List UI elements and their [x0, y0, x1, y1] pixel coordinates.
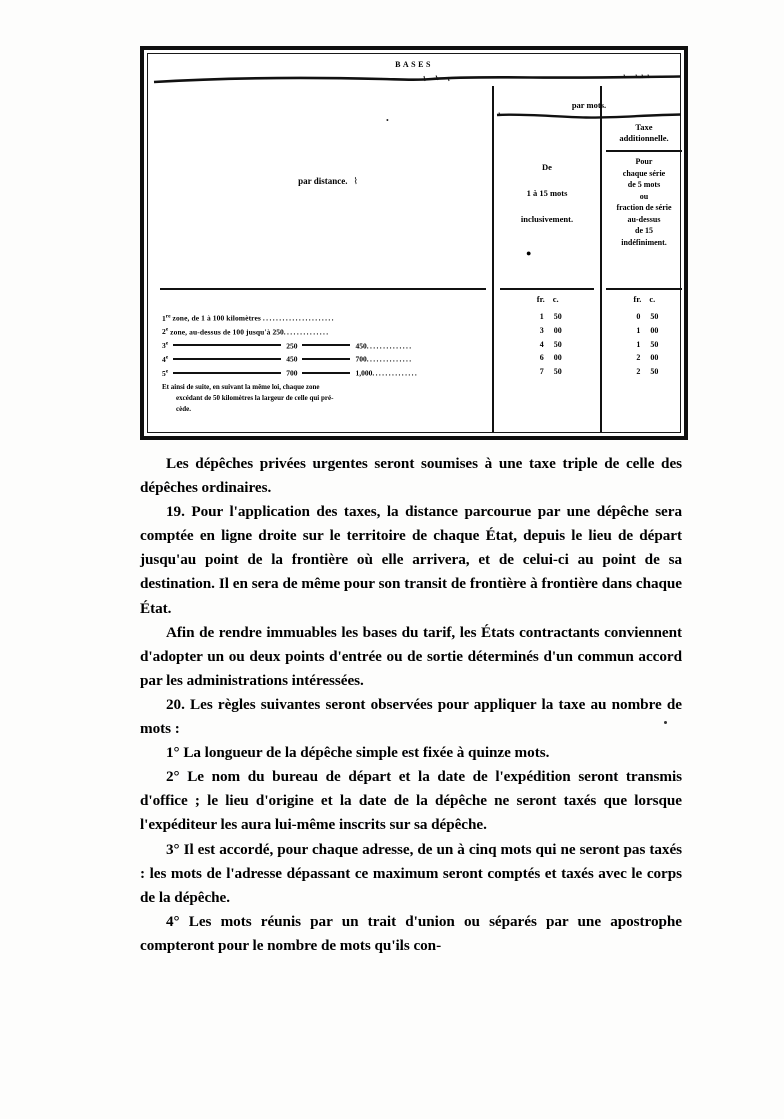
additional-tariff-price-column	[606, 310, 682, 379]
price-francs: 1	[636, 339, 641, 349]
right-title-line1: Taxe	[635, 122, 653, 132]
base-price-row	[500, 351, 594, 365]
zone-description: zone, de 1 à 100 kilomètres	[170, 313, 263, 323]
para-rule-3: 3° Il est accordé, pour chaque adresse, de un à cinq mots qui ne seront pas taxés : les mots de l'adresse dépassant ce maximum seront comptés et taxés avec le corps de la dépêche.	[140, 840, 682, 906]
scan-artifact-blot: ●	[526, 248, 532, 258]
additional-price-row	[606, 351, 682, 365]
price-centimes: 00	[553, 353, 562, 363]
right-column-description	[602, 156, 686, 248]
zone-range-from: 700	[286, 368, 298, 378]
right-column-title	[604, 122, 684, 144]
right-desc-line6: au-dessus	[627, 214, 661, 224]
document-body-text	[140, 452, 682, 958]
zone-row	[162, 338, 486, 352]
price-francs: 7	[539, 367, 544, 377]
zone-ordinal: 4e	[162, 354, 169, 364]
zone-row	[162, 324, 486, 338]
right-desc-line7: de 15	[635, 226, 653, 235]
middle-unit-fr: fr.	[536, 294, 545, 304]
para-rule-1: 1° La longueur de la dépêche simple est fixée à quinze mots.	[166, 744, 550, 762]
zone-ditto-rule-right	[302, 358, 350, 360]
right-desc-line8: indéfiniment.	[621, 237, 667, 247]
zone-dot-leader: ..............	[372, 368, 419, 378]
right-unit-rule	[606, 288, 682, 290]
zone-continuation-note	[162, 382, 484, 415]
para-rule-2: 2° Le nom du bureau de départ et la date de l'expédition seront transmis d'office ; le lieu d'origine et la date de la dépêche ne seront taxés que lorsque l'expéditeur les aura lui-même inscrits sur sa dépêche.	[140, 768, 682, 834]
price-francs: 2	[636, 367, 641, 377]
zone-ditto-rule-left	[173, 344, 281, 346]
zone-range-from: 250	[286, 341, 298, 351]
para-article-19: 19. Pour l'application des taxes, la distance parcourue par une dépêche sera comptée en ligne droite sur le territoire de chaque État, depuis le lieu de départ jusqu'au point de la frontière où elle arrivera, et de celui-ci au point de sa destination. Il en sera de même pour son transit de frontière à frontière dans chaque État.	[140, 503, 682, 617]
para-article-20: 20. Les règles suivantes seront observées pour appliquer la taxe au nombre de mots :	[140, 695, 682, 738]
middle-header-line1: De	[542, 162, 552, 172]
table-title: BASES	[395, 60, 433, 69]
left-column-header-label: par distance.	[298, 176, 348, 186]
price-francs: 6	[539, 353, 544, 363]
column-separator-1	[492, 86, 494, 432]
middle-currency-units	[500, 294, 594, 304]
zone-dot-leader: ..............	[366, 341, 413, 351]
price-francs: 0	[636, 312, 641, 321]
zone-range-to: 1,000	[355, 368, 373, 378]
zone-ordinal: 1re	[162, 313, 171, 323]
note-line-3: cède.	[176, 405, 191, 413]
right-desc-line1: Pour	[635, 157, 653, 166]
price-francs: 1	[539, 312, 544, 321]
zone-range-to: 700	[355, 354, 367, 364]
price-francs: 2	[636, 353, 641, 363]
zone-ordinal: 2e	[162, 326, 169, 337]
zone-range-to: 450	[355, 341, 367, 351]
middle-column-header	[498, 154, 596, 232]
zone-range-from: 450	[286, 354, 298, 364]
left-column-header	[208, 176, 448, 187]
page-speck	[664, 721, 667, 724]
price-centimes: 50	[650, 312, 659, 321]
para-rule-4: 4° Les mots réunis par un trait d'union ou séparés par une apostrophe compteront pour le nombre de mots qu'ils con-	[140, 912, 682, 954]
zone-dot-leader: ..............	[366, 354, 413, 364]
column-separator-2	[600, 86, 602, 432]
price-centimes: 50	[553, 367, 562, 377]
base-tariff-price-column	[500, 310, 594, 379]
price-centimes: 50	[553, 312, 562, 321]
tariff-table-inner-border	[147, 53, 681, 433]
zone-dot-leader: ......................	[262, 313, 335, 323]
scan-artifact-mark: •	[386, 116, 389, 125]
zone-ditto-rule-right	[302, 372, 350, 374]
middle-header-line2: 1 à 15 mots	[526, 188, 568, 198]
zone-ordinal: 5e	[162, 368, 169, 378]
additional-price-row	[606, 365, 682, 379]
zone-row	[162, 310, 486, 324]
zone-ditto-rule-right	[302, 344, 350, 346]
para-depeches-urgentes: Les dépêches privées urgentes seront soumises à une taxe triple de celle des dépêches ordinaires.	[140, 455, 682, 497]
right-desc-line4: ou	[639, 191, 649, 201]
right-unit-fr: fr.	[633, 294, 642, 304]
note-line-2: excédant de 50 kilomètres la largeur de celle qui pré-	[176, 394, 334, 402]
base-price-row	[500, 324, 594, 338]
right-title-line2: additionnelle.	[619, 133, 669, 143]
price-francs: 3	[539, 325, 544, 335]
price-centimes: 00	[650, 325, 659, 335]
right-desc-line5: fraction de série	[616, 203, 672, 212]
right-unit-c: c.	[649, 294, 656, 304]
base-price-row	[500, 365, 594, 379]
right-currency-units	[606, 294, 682, 304]
zone-ordinal: 3e	[162, 340, 169, 351]
price-centimes: 00	[553, 325, 562, 335]
zone-row	[162, 351, 486, 365]
zone-range-to: 250	[272, 327, 284, 337]
zone-ditto-rule-left	[173, 358, 281, 360]
additional-price-row	[606, 338, 682, 352]
additional-price-row	[606, 310, 682, 324]
middle-header-line3: inclusivement.	[520, 214, 574, 224]
price-centimes: 50	[650, 339, 659, 349]
note-line-1: Et ainsi de suite, en suivant la même loi, chaque zone	[162, 383, 320, 391]
taxe-header-rule	[606, 150, 682, 152]
right-desc-line3: de 5 mots	[627, 180, 661, 189]
right-group-header: par mots.	[571, 100, 607, 110]
table-top-rule	[152, 74, 682, 86]
header-tick-mark: ⌇	[353, 176, 358, 186]
zone-section-rule	[160, 288, 486, 290]
par-mots-rule	[496, 112, 682, 120]
price-centimes: 50	[553, 339, 562, 349]
zone-ditto-rule-left	[173, 372, 281, 374]
price-francs: 4	[539, 339, 544, 349]
right-desc-line2: chaque série	[622, 168, 666, 178]
price-centimes: 50	[650, 367, 659, 377]
middle-unit-rule	[500, 288, 594, 290]
price-centimes: 00	[650, 353, 659, 363]
para-points-entree: Afin de rendre immuables les bases du tarif, les États contractants conviennent d'adopter un ou deux points d'entrée ou de sortie déterminés d'un commun accord par les administrations intéressées.	[140, 623, 682, 689]
base-price-row	[500, 338, 594, 352]
zone-dot-leader: ..............	[283, 327, 330, 337]
price-francs: 1	[636, 325, 641, 335]
additional-price-row	[606, 324, 682, 338]
middle-unit-c: c.	[552, 294, 559, 304]
tariff-table-frame	[140, 46, 688, 440]
base-price-row	[500, 310, 594, 324]
zone-row	[162, 365, 486, 379]
zone-label-list	[162, 310, 486, 379]
zone-description: zone, au-dessus de 100 jusqu'à	[168, 327, 273, 337]
